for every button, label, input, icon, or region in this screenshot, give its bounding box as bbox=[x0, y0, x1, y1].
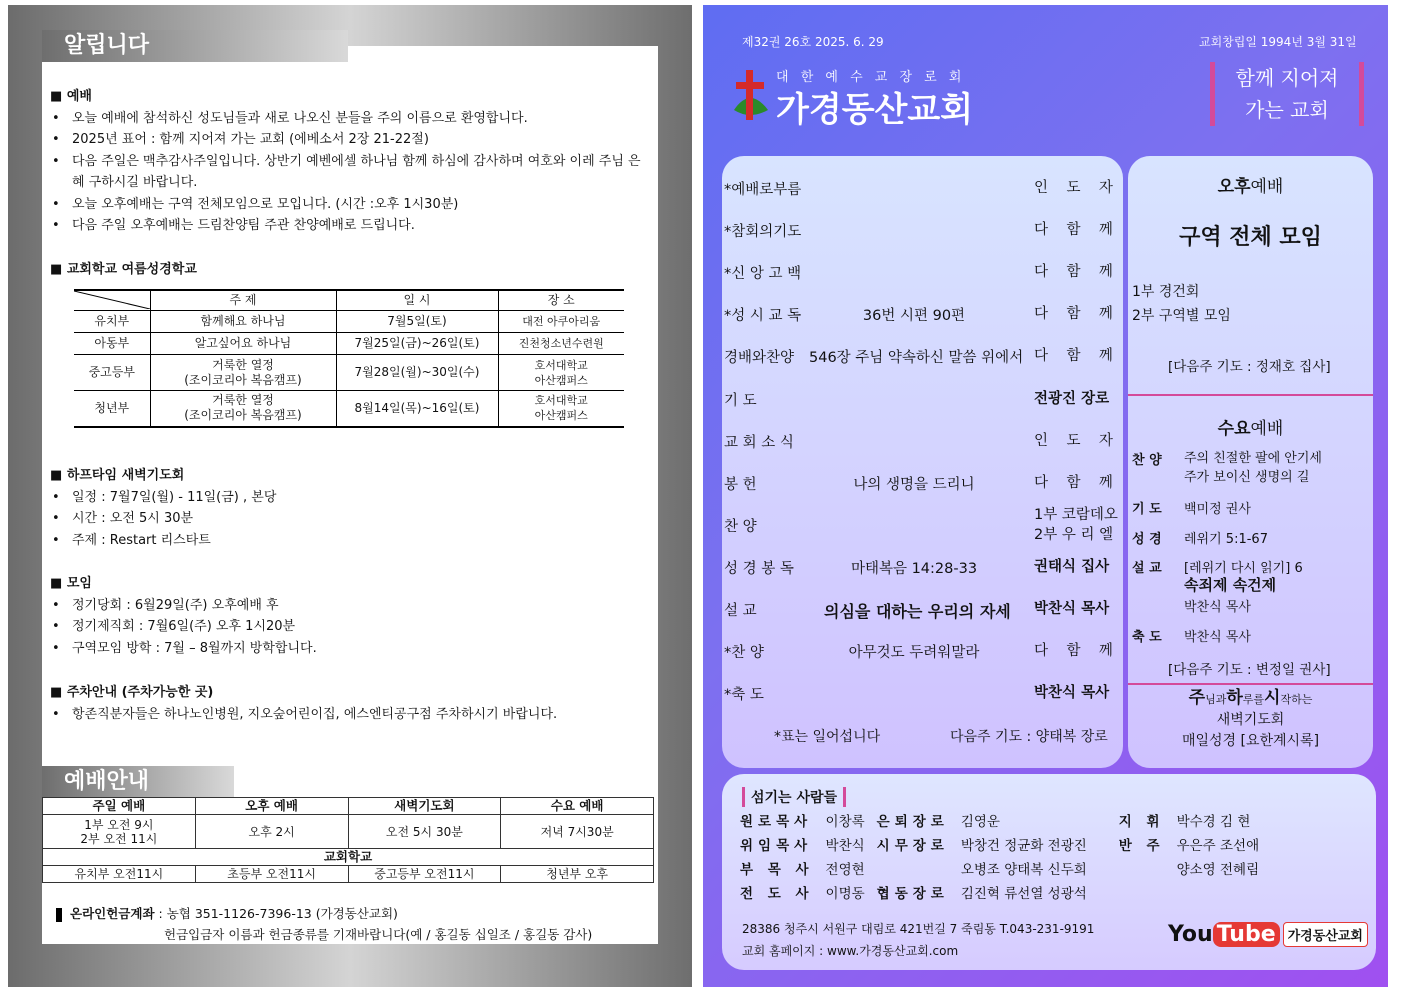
list-item: • 정기당회 : 6월29일(주) 오후예배 후 bbox=[50, 595, 650, 617]
table-cell: 7월28일(월)~30일(수) bbox=[336, 355, 498, 391]
afternoon-title: 오후예배 bbox=[1217, 177, 1284, 197]
table-header: 주 제 bbox=[150, 290, 336, 311]
liturgy-order: 기 도 bbox=[724, 392, 757, 409]
table-cell: 1부 오전 9시 2부 오전 11시 bbox=[43, 815, 196, 849]
liturgy-item bbox=[724, 208, 1120, 248]
staff-cell bbox=[871, 856, 955, 880]
table-header-diagonal bbox=[74, 290, 150, 311]
liturgy-item bbox=[724, 334, 1120, 374]
liturgy-content: 아무것도 두려워말라 bbox=[848, 645, 980, 662]
wed-praise: 찬 양 주의 친절한 팔에 안기세 주가 보이신 생명의 길 bbox=[1132, 451, 1322, 485]
liturgy-leader: 다 함 께 bbox=[1034, 348, 1113, 365]
liturgy-item bbox=[724, 377, 1120, 417]
liturgy-content: 나의 생명을 드리니 bbox=[853, 476, 975, 493]
worship-schedule-table bbox=[42, 797, 654, 883]
afternoon-next: [다음주 기도 : 정재호 집사] bbox=[1168, 359, 1331, 375]
list-item: • 일정 : 7월7일(월) - 11일(금) , 본당 bbox=[50, 487, 650, 509]
liturgy-content: 마태복음 14:28-33 bbox=[850, 560, 978, 577]
staff-cell bbox=[1171, 880, 1266, 904]
motto: 함께 지어져 가는 교회 bbox=[1235, 66, 1339, 122]
staff-cell bbox=[1093, 832, 1113, 856]
staff-cell: 시무장로 bbox=[876, 838, 949, 854]
staff-cell: 지 휘 bbox=[1118, 814, 1165, 830]
church-school-label: 교회학교 bbox=[43, 849, 654, 866]
youtube-channel[interactable]: You Tube 가경동산교회 bbox=[1168, 922, 1368, 947]
liturgy-order: 경배와찬양 bbox=[724, 350, 795, 367]
staff-row bbox=[734, 832, 1265, 856]
liturgy-order: 봉 헌 bbox=[724, 476, 757, 493]
list-item: • 구역모임 방학 : 7월 – 8월까지 방학합니다. bbox=[50, 638, 650, 660]
liturgy-leader: 인 도 자 bbox=[1034, 432, 1113, 449]
divider bbox=[1128, 683, 1373, 685]
staff-cell bbox=[1093, 856, 1113, 880]
section-vbs-heading: ■ 교회학교 여름성경학교 bbox=[50, 262, 197, 277]
liturgy-order: 성 경 봉 독 bbox=[724, 560, 794, 577]
table-header: 오후 예배 bbox=[195, 798, 348, 815]
table-cell: 중고등부 bbox=[74, 355, 150, 391]
notice-title: 알립니다 bbox=[42, 30, 348, 62]
liturgy-leader: 다 함 께 bbox=[1034, 643, 1113, 660]
offering-info: 온라인헌금계좌 : 농협 351-1126-7396-13 (가경동산교회) 헌금입금자 이름과 헌금종류를 기재바랍니다(예 / 홍길동 십일조 / 홍길동 감사) bbox=[56, 903, 592, 945]
liturgy-content: 36번 시편 90편 bbox=[862, 308, 966, 325]
list-item: • 시간 : 오전 5시 30분 bbox=[50, 508, 650, 530]
liturgy-leader: 1부 코람데오 2부 우 리 엘 bbox=[1034, 506, 1118, 543]
contact-info bbox=[742, 918, 1094, 962]
liturgy-order: *예배로부름 bbox=[724, 182, 802, 198]
table-cell: 청년부 bbox=[74, 391, 150, 427]
dawn-prayer-info: 주님과하루를시작하는 새벽기도회 매일성경 [요한계시록] bbox=[1181, 688, 1320, 749]
liturgy-order: 교 회 소 식 bbox=[724, 434, 794, 451]
wed-sermon-preacher: 박찬식 목사 bbox=[1184, 600, 1251, 615]
table-header: 새벽기도회 bbox=[348, 798, 501, 815]
list-item: • 다음 주일 오후예배는 드림찬양팀 주관 찬양예배로 드립니다. bbox=[50, 215, 650, 237]
staff-cell: 위임목사 bbox=[740, 838, 813, 854]
staff-cell bbox=[1093, 808, 1113, 832]
vbs-table bbox=[74, 289, 624, 428]
wed-sermon-title: 속죄제 속건제 bbox=[1184, 576, 1277, 594]
staff-cell: 김진혁 류선열 성광석 bbox=[960, 886, 1087, 902]
staff-cell: 전 도 사 bbox=[740, 886, 814, 902]
liturgy-item bbox=[724, 250, 1120, 290]
table-cell: 거룩한 열정 (조이코리아 복음캠프) bbox=[150, 355, 336, 391]
afternoon-event: 구역 전체 모임 bbox=[1179, 225, 1322, 250]
staff-cell bbox=[1093, 880, 1113, 904]
staff-row bbox=[734, 856, 1265, 880]
table-cell: 초등부 오전11시 bbox=[195, 866, 348, 883]
table-header: 일 시 bbox=[336, 290, 498, 311]
table-cell: 유치부 오전11시 bbox=[43, 866, 196, 883]
liturgy-content: 의심을 대하는 우리의 자세 bbox=[824, 602, 1011, 621]
staff-cell bbox=[1113, 856, 1171, 880]
afternoon-items: 1부 경건회 2부 구역별 모임 bbox=[1132, 284, 1231, 324]
liturgy-item bbox=[724, 629, 1120, 669]
wed-next: [다음주 기도 : 변정일 권사] bbox=[1168, 662, 1331, 678]
table-cell: 오후 2시 bbox=[195, 815, 348, 849]
liturgy-leader: 박찬식 목사 bbox=[1034, 601, 1110, 617]
list-item: • 오늘 예배에 참석하신 성도님들과 새로 나오신 분들을 주의 이름으로 환영합니다. bbox=[50, 108, 650, 130]
staff-cell bbox=[1113, 880, 1171, 904]
wed-benediction: 축 도 박찬식 목사 bbox=[1132, 630, 1251, 645]
staff-cell: 박수경 김 현 bbox=[1176, 814, 1251, 830]
list-item: • 오늘 오후예배는 구역 전체모임으로 모입니다. (시간 :오후 1시30분) bbox=[50, 194, 650, 216]
table-row bbox=[74, 355, 624, 391]
table-cell: 저녁 7시30분 bbox=[501, 815, 654, 849]
staff-cell: 이명동 bbox=[825, 886, 865, 902]
table-cell: 호서대학교 아산캠퍼스 bbox=[498, 355, 624, 391]
wednesday-title: 수요예배 bbox=[1217, 419, 1284, 439]
table-cell: 중고등부 오전11시 bbox=[348, 866, 501, 883]
issue-info: 제32권 26호 2025. 6. 29 bbox=[742, 35, 884, 49]
liturgy-leader: 권태식 집사 bbox=[1034, 558, 1110, 575]
liturgy-order: *축 도 bbox=[724, 687, 764, 704]
founded-date: 교회창립일 1994년 3월 31일 bbox=[1199, 35, 1357, 49]
liturgy-item bbox=[724, 461, 1120, 501]
staff-cell: 양소영 전혜림 bbox=[1176, 862, 1260, 878]
table-cell: 7월5일(토) bbox=[336, 311, 498, 333]
liturgy-item bbox=[724, 545, 1120, 585]
staff-cell: 전영현 bbox=[825, 862, 865, 878]
table-row bbox=[74, 333, 624, 355]
staff-cell: 오병조 양태복 신두희 bbox=[960, 862, 1087, 878]
church-logo-icon bbox=[730, 66, 770, 124]
table-cell: 8월14일(목)~16일(토) bbox=[336, 391, 498, 427]
list-item: • 2025년 표어 : 함께 지어져 가는 교회 (에베소서 2장 21-22절) bbox=[50, 129, 650, 151]
liturgy-order: *참회의기도 bbox=[724, 224, 802, 241]
liturgy-item bbox=[724, 292, 1120, 332]
worship-guide-title: 예배안내 bbox=[42, 766, 234, 798]
liturgy-item bbox=[724, 671, 1120, 711]
liturgy-order: 설 교 bbox=[724, 603, 757, 619]
staff-cell: 박찬식 bbox=[825, 838, 865, 854]
liturgy-item bbox=[724, 419, 1120, 459]
stand-note: *표는 일어섭니다 bbox=[774, 729, 881, 745]
liturgy-item bbox=[724, 166, 1120, 206]
motto-bar-right bbox=[1359, 62, 1364, 126]
table-cell: 7월25일(금)~26일(토) bbox=[336, 333, 498, 355]
list-item: • 항존직분자들은 하나노인병원, 지오숲어린이집, 에스엔티공구점 주차하시기 바랍니다. bbox=[50, 704, 650, 726]
table-row bbox=[74, 391, 624, 427]
wed-sermon: 설 교 [레위기 다시 읽기] 6 bbox=[1132, 561, 1303, 576]
liturgy-leader: 다 함 께 bbox=[1034, 222, 1113, 239]
table-cell: 대전 아쿠아리움 bbox=[498, 311, 624, 333]
liturgy-item bbox=[724, 587, 1120, 627]
section-meetings: ■ 모임 • 정기당회 : 6월29일(주) 오후예배 후 • 정기제직회 : 7월6일(주) 오후 1시20분 • 구역모임 방학 : 7월 – 8월까지 방학합니다. bbox=[50, 573, 650, 659]
liturgy-leader: 전광진 장로 bbox=[1034, 390, 1110, 407]
table-cell: 청년부 오후 bbox=[501, 866, 654, 883]
staff-row bbox=[734, 808, 1265, 832]
table-cell: 진천청소년수련원 bbox=[498, 333, 624, 355]
next-prayer: 다음주 기도 : 양태복 장로 bbox=[950, 729, 1108, 745]
liturgy-leader: 박찬식 목사 bbox=[1034, 685, 1110, 702]
staff-cell: 부 목 사 bbox=[740, 862, 814, 878]
staff-cell: 은퇴장로 bbox=[876, 814, 949, 830]
staff-cell: 이창록 bbox=[825, 814, 865, 830]
table-cell: 호서대학교 아산캠퍼스 bbox=[498, 391, 624, 427]
list-item: • 정기제직회 : 7월6일(주) 오후 1시20분 bbox=[50, 616, 650, 638]
liturgy-order: *성 시 교 독 bbox=[724, 308, 802, 325]
table-cell: 유치부 bbox=[74, 311, 150, 333]
address: 28386 청주시 서원구 대림로 421번길 7 죽림동 T.043-231-9191 bbox=[742, 922, 1095, 936]
divider bbox=[1128, 394, 1373, 396]
liturgy-leader: 인 도 자 bbox=[1034, 180, 1113, 196]
section-worship: ■ 예배 • 오늘 예배에 참석하신 성도님들과 새로 나오신 분들을 주의 이름으로 환영합니다. • 2025년 표어 : 함께 지어져 가는 교회 (에베소서 2장 21-22절) • 다음 주일은 맥추감사주일입니다. 상반기 예벤에셀 하나님 함께 하심에 감사하며 여호와 이레 주님 은혜 구하시길 바랍니다. • 오늘 오후예배는 구역 전체모임으로 모입니다. (시간 :오후 1시30분) • 다음 주일 오후예배는 드림찬양팀 주관 찬양예배로 드립니다. bbox=[50, 86, 650, 237]
table-cell: 오전 5시 30분 bbox=[348, 815, 501, 849]
staff-cell: 협동장로 bbox=[876, 886, 949, 902]
table-row bbox=[74, 311, 624, 333]
liturgy-leader: 다 함 께 bbox=[1034, 306, 1113, 323]
wed-prayer: 기 도 백미정 권사 bbox=[1132, 502, 1251, 517]
staff-cell: 우은주 조선애 bbox=[1176, 838, 1260, 854]
section-parking: ■ 주차안내 (주차가능한 곳) • 항존직분자들은 하나노인병원, 지오숲어린이집, 에스엔티공구점 주차하시기 바랍니다. bbox=[50, 682, 650, 725]
section-dawn-prayer: ■ 하프타임 새벽기도회 • 일정 : 7월7일(월) - 11일(금) , 본당 • 시간 : 오전 5시 30분 • 주제 : Restart 리스타트 bbox=[50, 465, 650, 551]
youtube-icon: You bbox=[1168, 922, 1213, 947]
table-header: 수요 예배 bbox=[501, 798, 654, 815]
list-item: • 다음 주일은 맥추감사주일입니다. 상반기 예벤에셀 하나님 함께 하심에 감사하며 여호와 이레 주님 은혜 구하시길 바랍니다. bbox=[50, 151, 650, 194]
staff-table bbox=[734, 808, 1265, 904]
liturgy-item bbox=[724, 503, 1120, 543]
liturgy-leader: 다 함 께 bbox=[1034, 474, 1113, 491]
table-cell: 아동부 bbox=[74, 333, 150, 355]
list-item: • 주제 : Restart 리스타트 bbox=[50, 530, 650, 552]
table-header: 장 소 bbox=[498, 290, 624, 311]
homepage-link[interactable]: 교회 홈페이지 : www.가경동산교회.com bbox=[742, 944, 959, 958]
table-cell: 함께해요 하나님 bbox=[150, 311, 336, 333]
liturgy-order: *찬 양 bbox=[724, 645, 764, 662]
liturgy-content: 546장 주님 약속하신 말씀 위에서 bbox=[809, 350, 1024, 367]
staff-cell: 박창건 정균화 전광진 bbox=[960, 838, 1087, 854]
table-header: 주일 예배 bbox=[43, 798, 196, 815]
liturgy-order: 찬 양 bbox=[724, 518, 757, 535]
staff-row bbox=[734, 880, 1265, 904]
denomination: 대 한 예 수 교 장 로 회 bbox=[776, 70, 966, 85]
staff-cell: 김영운 bbox=[960, 814, 1000, 830]
wed-scripture: 성 경 레위기 5:1-67 bbox=[1132, 532, 1268, 547]
staff-cell: 반 주 bbox=[1118, 838, 1165, 854]
liturgy-leader: 다 함 께 bbox=[1034, 264, 1113, 281]
table-cell: 알고싶어요 하나님 bbox=[150, 333, 336, 355]
table-cell: 거룩한 열정 (조이코리아 복음캠프) bbox=[150, 391, 336, 427]
church-name: 가경동산교회 bbox=[776, 90, 974, 130]
staff-title: 섬기는 사람들 bbox=[742, 787, 846, 807]
liturgy-order: *신 앙 고 백 bbox=[724, 266, 802, 283]
staff-cell: 원로목사 bbox=[740, 814, 813, 830]
